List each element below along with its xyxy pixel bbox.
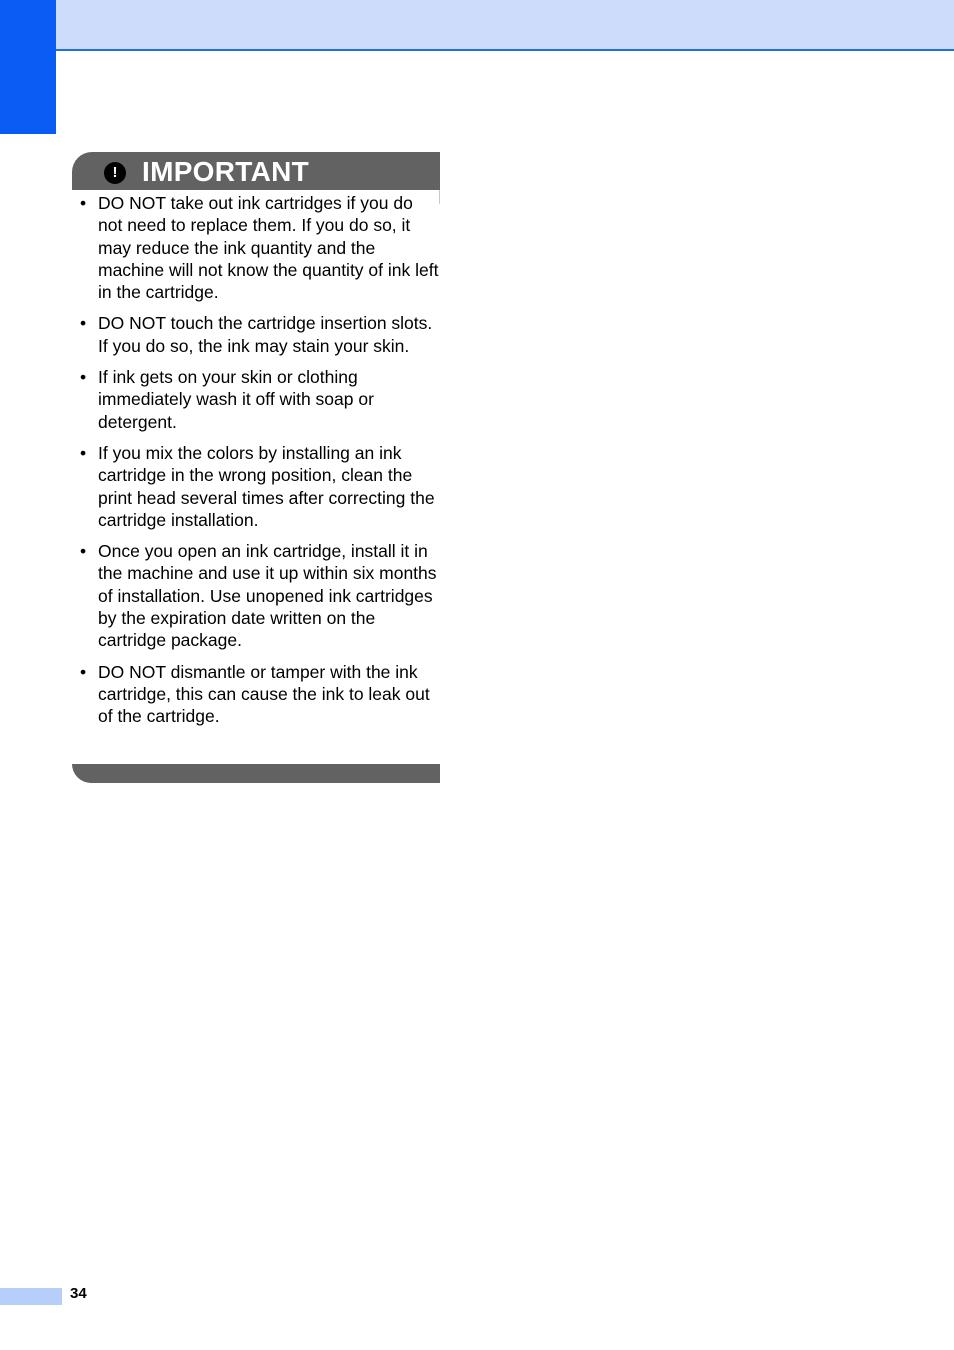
list-item bbox=[72, 442, 440, 531]
list-item bbox=[72, 192, 440, 303]
important-header bbox=[72, 152, 440, 190]
list-item-text: DO NOT take out ink cartridges if you do not need to replace them. If you do so, it may reduce the ink quantity and the machine will not know the quantity of ink left in the cartridge. bbox=[98, 193, 439, 303]
important-footer bbox=[72, 764, 440, 783]
list-item bbox=[72, 661, 440, 728]
page-number-tab bbox=[0, 1288, 62, 1305]
important-title: IMPORTANT bbox=[142, 156, 310, 187]
list-item-text: DO NOT dismantle or tamper with the ink cartridge, this can cause the ink to leak out of the cartridge. bbox=[98, 661, 430, 727]
list-item-text: DO NOT touch the cartridge insertion slots. If you do so, the ink may stain your skin. bbox=[98, 313, 433, 356]
list-item bbox=[72, 312, 440, 357]
header-band bbox=[0, 0, 954, 51]
exclamation-icon: ! bbox=[104, 162, 126, 184]
bullet: • bbox=[80, 193, 87, 213]
list-item bbox=[72, 366, 440, 433]
list-item bbox=[72, 540, 440, 651]
important-list bbox=[72, 192, 440, 737]
bullet: • bbox=[80, 367, 87, 388]
page-number: 34 bbox=[70, 1285, 87, 1302]
list-item-text: Once you open an ink cartridge, install it in the machine and use it up within six months of installation. Use unopened ink cartridges by the expiration date written on the cartridge package. bbox=[98, 541, 437, 651]
bullet: • bbox=[80, 661, 87, 682]
list-item-text: If ink gets on your skin or clothing immediately wash it off with soap or detergent. bbox=[98, 367, 374, 432]
bullet: • bbox=[80, 442, 87, 463]
chapter-tab bbox=[0, 0, 56, 134]
bullet: • bbox=[80, 313, 87, 334]
bullet: • bbox=[80, 541, 87, 562]
list-item-text: If you mix the colors by installing an ink cartridge in the wrong position, clean the print head several times after correcting the cartridge installation. bbox=[98, 442, 435, 530]
